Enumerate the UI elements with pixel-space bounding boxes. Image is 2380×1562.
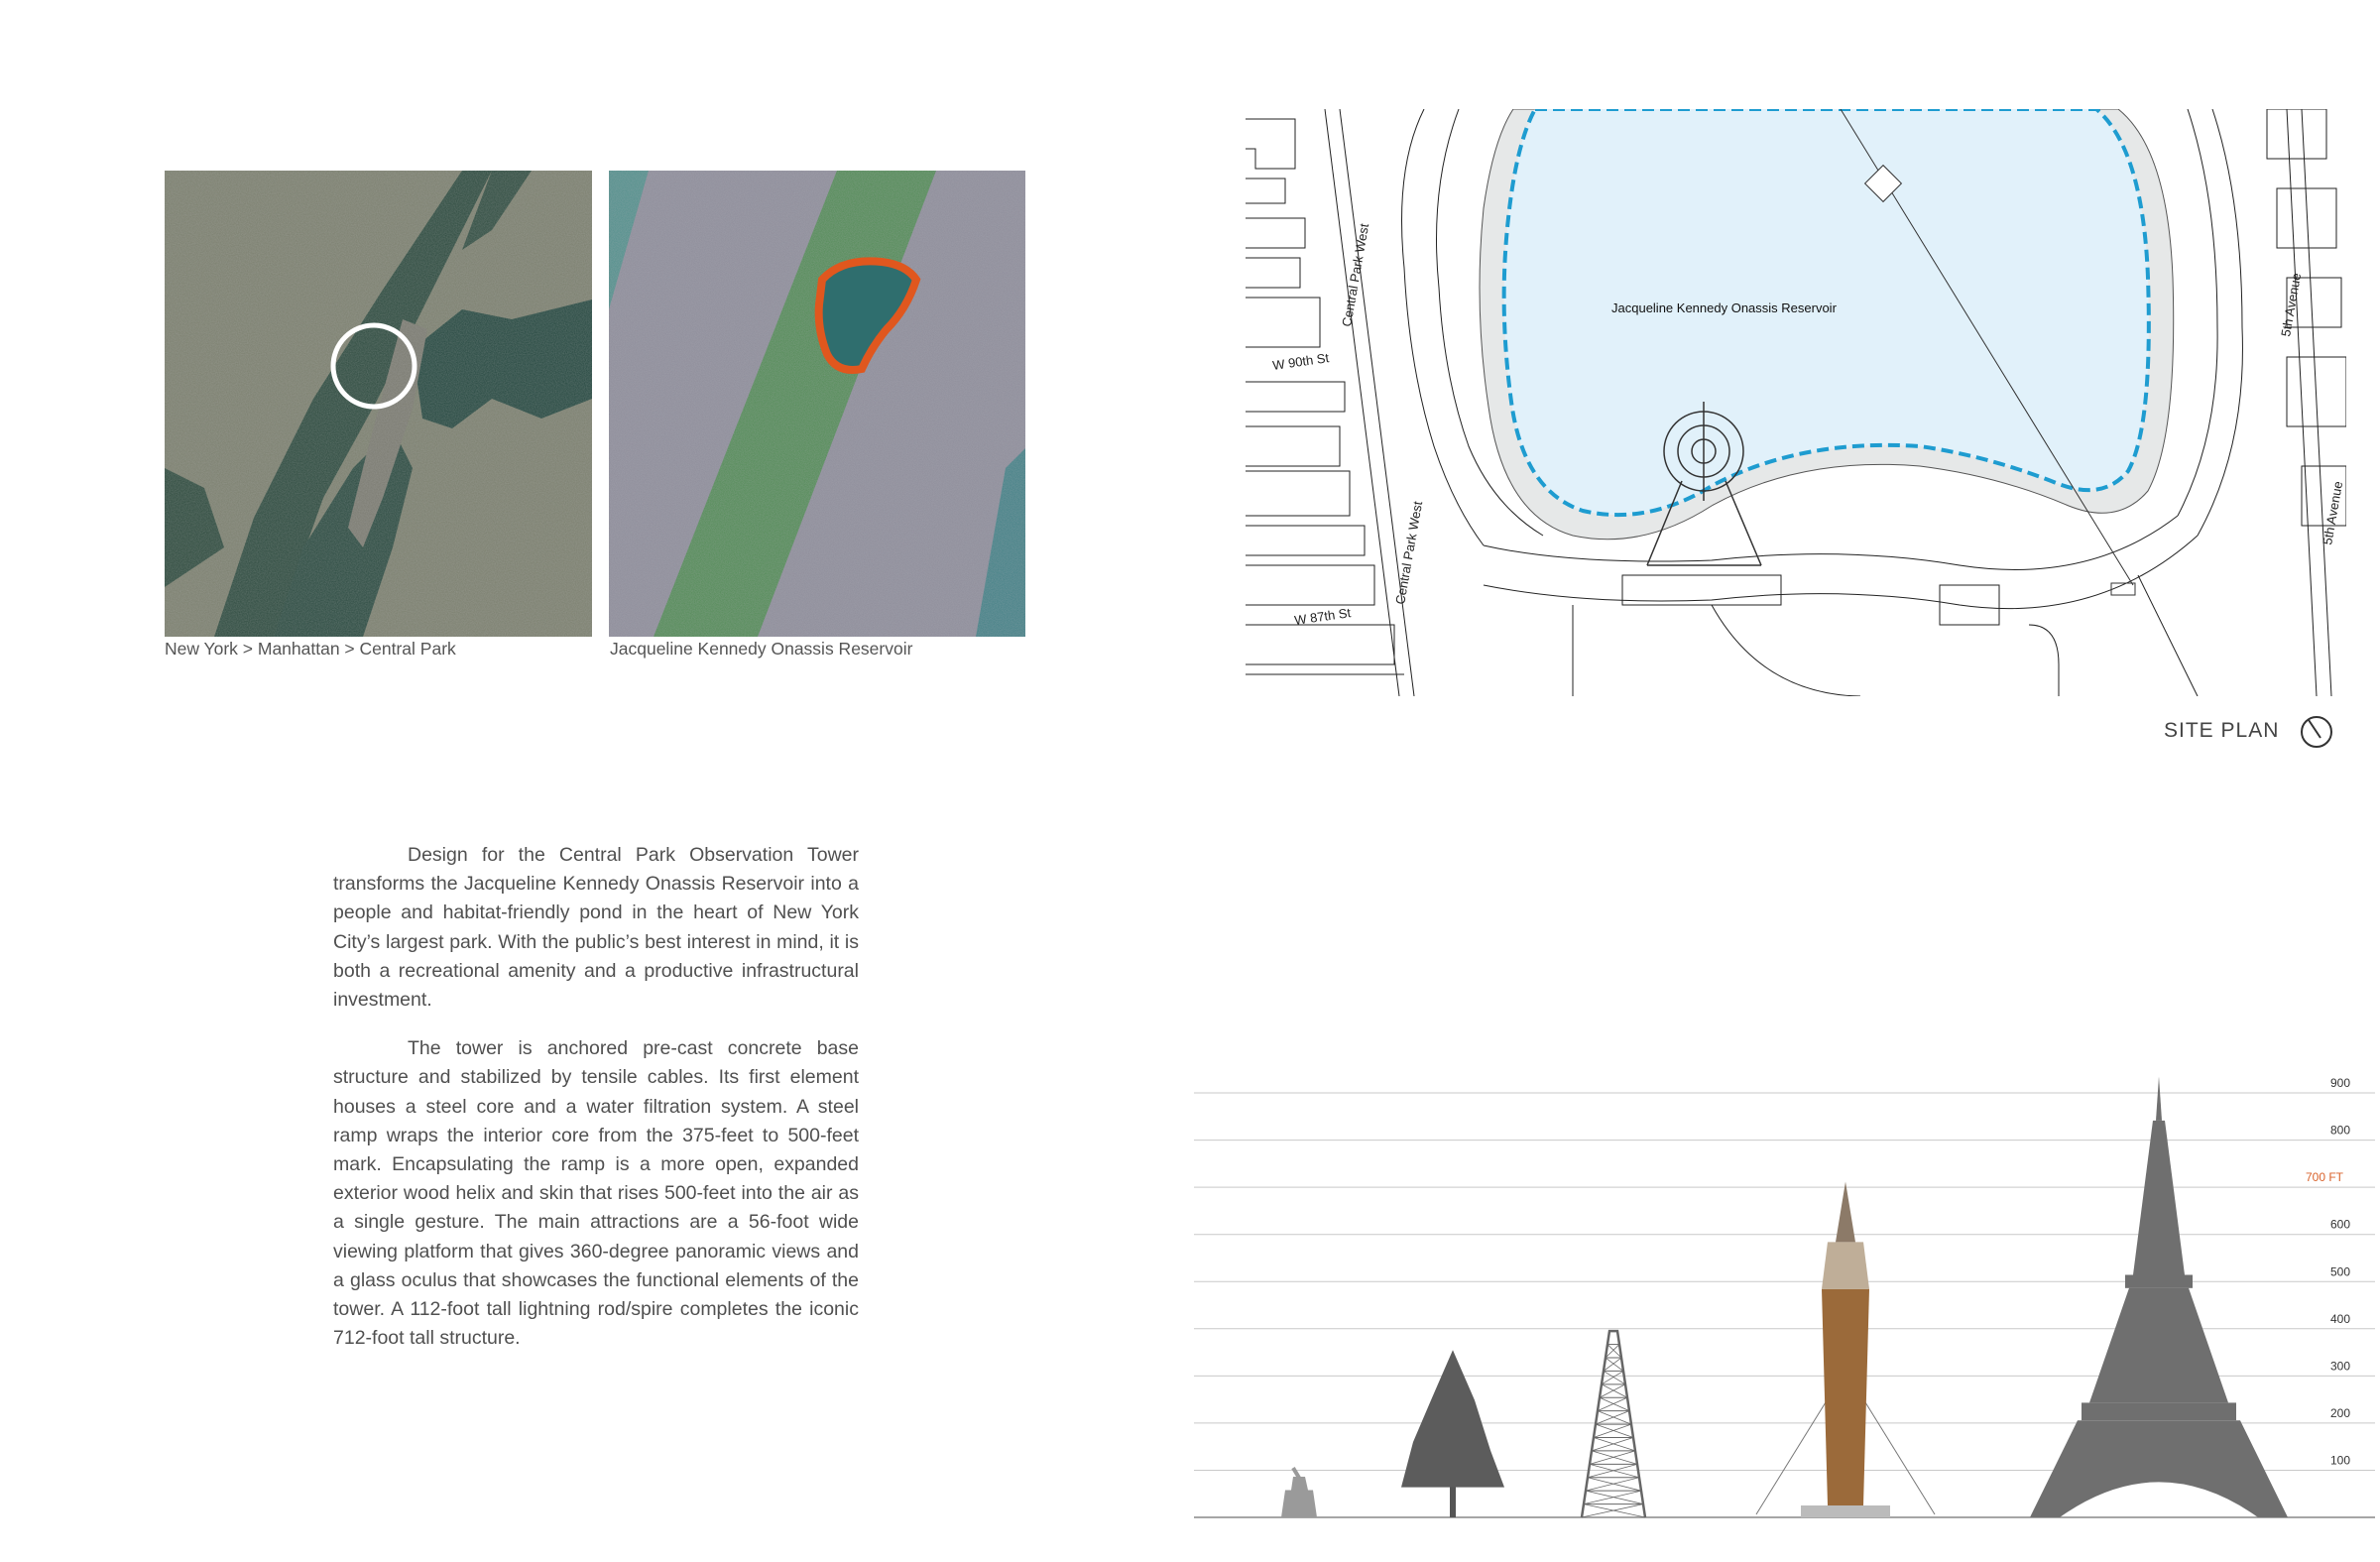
eiffel-tower-middle xyxy=(2089,1288,2228,1403)
eiffel-tower-first-deck xyxy=(2082,1402,2236,1420)
lattice-tower-brace xyxy=(1592,1438,1633,1451)
street-label: W 90th St xyxy=(1271,350,1330,373)
reservoir-label: Jacqueline Kennedy Onassis Reservoir xyxy=(1611,300,1837,315)
redwood-canopy xyxy=(1401,1350,1504,1487)
eiffel-tower-antenna xyxy=(2156,1076,2162,1120)
tick-label: 200 xyxy=(2330,1405,2351,1420)
lattice-tower-brace xyxy=(1600,1397,1629,1410)
tick-label: 700 FT xyxy=(2306,1170,2344,1185)
lattice-tower-brace xyxy=(1598,1397,1627,1410)
caption-right-photo: Jacqueline Kennedy Onassis Reservoir xyxy=(610,639,913,659)
lattice-tower-brace xyxy=(1592,1451,1637,1464)
street-label: W 87th St xyxy=(1293,605,1352,628)
statue-of-liberty-torch xyxy=(1293,1468,1299,1478)
tick-label: 400 xyxy=(2330,1311,2351,1326)
caption-left-photo: New York > Manhattan > Central Park xyxy=(165,639,456,659)
lattice-tower-brace xyxy=(1590,1464,1639,1477)
lattice-tower-brace xyxy=(1586,1491,1643,1503)
eiffel-tower-second-deck xyxy=(2125,1274,2193,1287)
tick-label: 600 xyxy=(2330,1217,2351,1232)
tick-label: 800 xyxy=(2330,1123,2351,1138)
lattice-tower-brace xyxy=(1596,1411,1629,1424)
tick-label: 900 xyxy=(2330,1076,2351,1091)
tower-viewing-platform xyxy=(1822,1242,1869,1288)
lattice-tower-brace xyxy=(1598,1411,1631,1424)
lattice-tower-brace xyxy=(1588,1464,1637,1477)
project-description xyxy=(333,841,859,1373)
site-plan-title: SITE PLAN xyxy=(2164,719,2280,742)
eiffel-tower-base xyxy=(2030,1420,2288,1517)
tick-label: 500 xyxy=(2330,1264,2351,1279)
street-label: 5th Avenue xyxy=(2320,480,2346,546)
street-label: Central Park West xyxy=(1392,500,1426,606)
lattice-tower-brace xyxy=(1584,1491,1641,1503)
lattice-tower-brace xyxy=(1590,1451,1635,1464)
site-plan-map xyxy=(1246,109,2346,696)
lattice-tower-brace xyxy=(1602,1371,1623,1383)
tick-label: 300 xyxy=(2330,1359,2351,1374)
lattice-tower-brace xyxy=(1604,1371,1625,1383)
tower-wood-helix xyxy=(1822,1289,1869,1505)
lattice-tower-brace xyxy=(1600,1384,1625,1397)
statue-of-liberty-pedestal xyxy=(1281,1491,1317,1517)
lattice-tower-brace xyxy=(1584,1504,1645,1517)
north-arrow-icon xyxy=(2299,714,2334,755)
eiffel-tower-upper xyxy=(2133,1121,2185,1275)
lattice-tower-brace xyxy=(1588,1478,1641,1491)
lattice-tower-brace xyxy=(1602,1384,1627,1397)
tower-base xyxy=(1801,1505,1890,1517)
lattice-tower-brace xyxy=(1594,1438,1635,1451)
street-label: 5th Avenue xyxy=(2278,272,2305,338)
lattice-tower-brace xyxy=(1594,1424,1631,1437)
street-label: Central Park West xyxy=(1339,222,1372,328)
lattice-tower-brace xyxy=(1586,1478,1639,1491)
tick-label: 100 xyxy=(2330,1453,2351,1468)
lattice-tower-brace xyxy=(1582,1504,1643,1517)
aerial-photo-central-park xyxy=(609,171,1025,637)
height-comparison-chart xyxy=(1190,813,2380,1527)
aerial-photo-new-york xyxy=(165,171,592,637)
tower-spire xyxy=(1836,1181,1855,1242)
statue-of-liberty-body xyxy=(1291,1477,1308,1490)
paragraph: Design for the Central Park Observation Tower transforms the Jacqueline Kennedy Onassis Reservoir into a people and habitat-friendly pond in the heart of New York City’s largest park. With the public’s best interest in mind, it is both a recreational amenity and a productive infrastructural investment. xyxy=(333,844,859,1012)
paragraph: The tower is anchored pre-cast concrete base structure and stabilized by tensile cables. Its first element houses a steel core and a water filtration system. A steel ramp wraps the interior core from the 375-feet to 500-feet mark. Encapsulating the ramp is a more open, expanded exterior wood helix and skin that rises 500-feet into the air as a single gesture. The main attractions are a 56-foot wide viewing platform that gives 360-degree panoramic views and a glass oculus that showcases the functional elements of the tower. A 112-foot tall lightning rod/spire completes the iconic 712-foot tall structure. xyxy=(333,1037,859,1350)
lattice-tower-brace xyxy=(1596,1424,1633,1437)
